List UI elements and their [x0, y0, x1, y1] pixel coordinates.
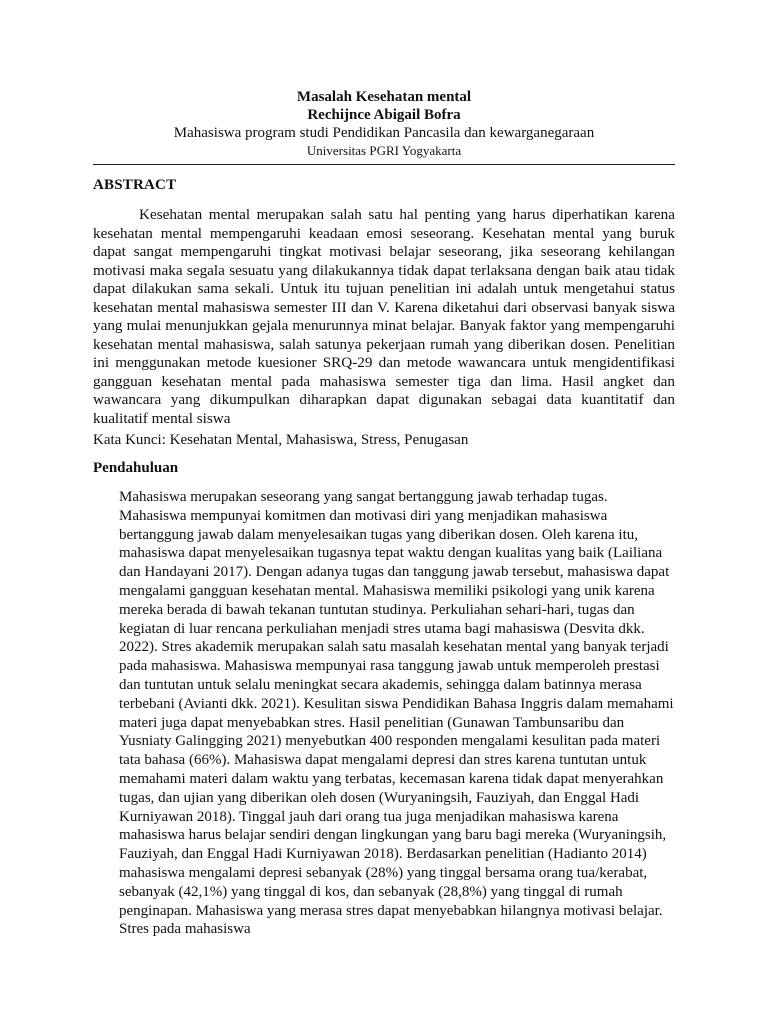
header-divider — [93, 164, 675, 165]
introduction-heading: Pendahuluan — [93, 460, 179, 476]
author-university: Universitas PGRI Yogyakarta — [306, 143, 462, 158]
author-program: Mahasiswa program studi Pendidikan Pancasila dan kewarganegaraan — [173, 125, 595, 141]
paper-header — [0, 88, 768, 160]
author-name: Rechijnce Abigail Bofra — [307, 107, 461, 123]
keywords-line: Kata Kunci: Kesehatan Mental, Mahasiswa, Stress, Penugasan — [93, 432, 469, 448]
abstract-heading: ABSTRACT — [93, 177, 177, 193]
paper-title: Masalah Kesehatan mental — [296, 89, 472, 105]
abstract-body: Kesehatan mental merupakan salah satu hal penting yang harus diperhatikan karena kesehatan mental mempengaruhi keadaan emosi seseorang. Kesehatan mental yang buruk dapat sangat mempengaruhi tingkat motivasi belajar seseorang, jika seseorang kehilangan motivasi maka segala sesuatu yang dilakukannya tidak dapat terlaksana dengan baik atau tidak dapat dilakukan sama sekali. Untuk itu tujuan penelitian ini adalah untuk mengetahui status kesehatan mental mahasiswa semester III dan V. Karena diketahui dari observasi banyak siswa yang mulai menunjukkan gejala menurunnya minat belajar. Banyak faktor yang mempengaruhi kesehatan mental mahasiswa, salah satunya pekerjaan rumah yang diberikan dosen. Penelitian ini menggunakan metode kuesioner SRQ-29 dan metode wawancara untuk mengidentifikasi gangguan kesehatan mental pada mahasiswa semester tiga dan lima. Hasil angket dan wawancara yang dikumpulkan diharapkan dapat digunakan sebagai data kuantitatif dan kualitatif mental siswa — [93, 206, 675, 427]
introduction-body: Mahasiswa merupakan seseorang yang sangat bertanggung jawab terhadap tugas. Mahasiswa mempunyai komitmen dan motivasi diri yang menjadikan mahasiswa bertanggung jawab dalam menyelesaikan tugas yang diberikan dosen. Oleh karena itu, mahasiswa dapat menyelesaikan tugasnya tepat waktu dengan kualitas yang baik (Lailiana dan Handayani 2017). Dengan adanya tugas dan tanggung jawab tersebut, mahasiswa dapat mengalami gangguan kesehatan mental. Mahasiswa memiliki psikologi yang unik karena mereka berada di bawah tekanan tuntutan studinya. Perkuliahan sehari-hari, tugas dan kegiatan di luar rencana perkuliahan menjadi stres utama bagi mahasiswa (Desvita dkk. 2022). Stres akademik merupakan salah satu masalah kesehatan mental yang banyak terjadi pada mahasiswa. Mahasiswa mempunyai rasa tanggung jawab untuk memperoleh prestasi dan tuntutan untuk selalu meningkat secara akademis, sehingga dalam batinnya merasa terbebani (Avianti dkk. 2021). Kesulitan siswa Pendidikan Bahasa Inggris dalam memahami materi juga dapat menyebabkan stres. Hasil penelitian (Gunawan Tambunsaribu dan Yusniaty Galingging 2021) menyebutkan 400 responden mengalami kesulitan pada materi tata bahasa (66%). Mahasiswa dapat mengalami depresi dan stres karena tuntutan untuk memahami materi dalam waktu yang terbatas, kecemasan karena tidak dapat menyerahkan tugas, dan ujian yang diberikan oleh dosen (Wuryaningsih, Fauziyah, dan Enggal Hadi Kurniyawan 2018). Tinggal jauh dari orang tua juga menjadikan mahasiswa karena mahasiswa harus belajar sendiri dengan lingkungan yang baru bagi mereka (Wuryaningsih, Fauziyah, dan Enggal Hadi Kurniyawan 2018). Berdasarkan penelitian (Hadianto 2014) mahasiswa mengalami depresi sebanyak (28%) yang tinggal bersama orang tua/kerabat, sebanyak (42,1%) yang tinggal di kos, dan sebanyak (28,8%) yang tinggal di rumah penginapan. Mahasiswa yang merasa stres dapat menyebabkan hilangnya motivasi belajar. Stres pada mahasiswa — [119, 489, 674, 938]
